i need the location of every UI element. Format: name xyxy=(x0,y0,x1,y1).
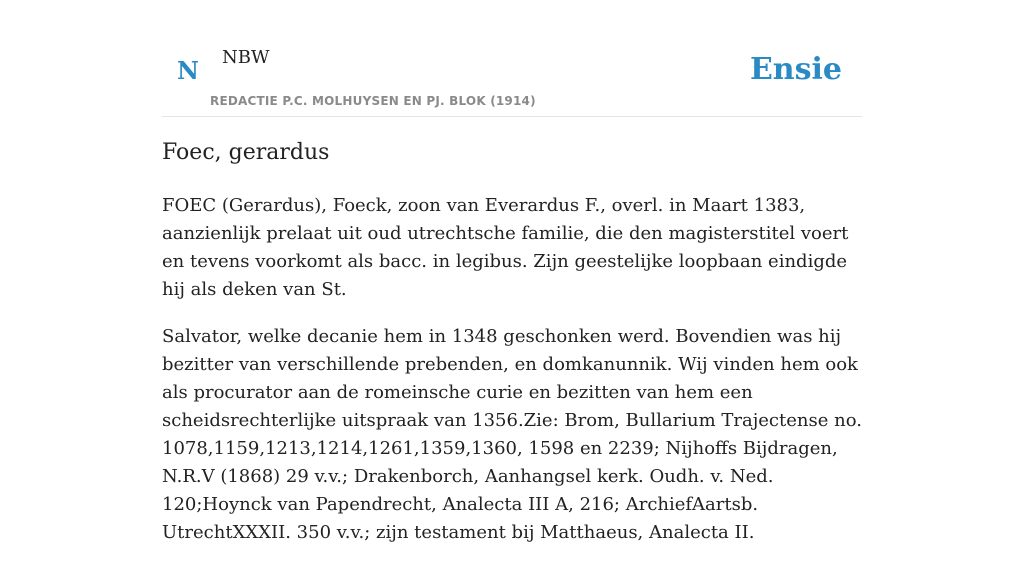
article-title: Foec, gerardus xyxy=(162,140,330,165)
page xyxy=(162,0,862,543)
source-name[interactable]: NBW xyxy=(222,47,270,68)
article-body xyxy=(162,192,862,566)
brand-logo[interactable]: Ensie xyxy=(749,52,842,87)
source-logo[interactable]: N xyxy=(177,56,199,85)
article-paragraph: FOEC (Gerardus), Foeck, zoon van Everardus F., overl. in Maart 1383, aanzienlijk prelaat uit oud utrechtsche familie, die den magisterstitel voert en tevens voorkomt als bacc. in legibus. Zijn geestelijke loopbaan eindigde hij als deken van St. xyxy=(162,195,849,300)
header xyxy=(162,0,862,117)
article-paragraph: Salvator, welke decanie hem in 1348 geschonken werd. Bovendien was hij bezitter van verschillende prebenden, en domkanunnik. Wij vinden hem ook als procurator aan de romeinsche curie en bezitten van hem een scheidsrechterlijke uitspraak van 1356.Zie: Brom, Bullarium Trajectense no. 1078,1159,1213,1214,1261,1359,1360, 1598 en 2239; Nijhoffs Bijdragen, N.R.V (1868) 29 v.v.; Drakenborch, Aanhangsel kerk. Oudh. v. Ned. 120;Hoynck van Papendrecht, Analecta III A, 216; ArchiefAartsb. UtrechtXXXII. 350 v.v.; zijn testament bij Matthaeus, Analecta II. xyxy=(162,326,862,543)
source-subtitle: REDACTIE P.C. MOLHUYSEN EN PJ. BLOK (1914) xyxy=(210,94,536,108)
